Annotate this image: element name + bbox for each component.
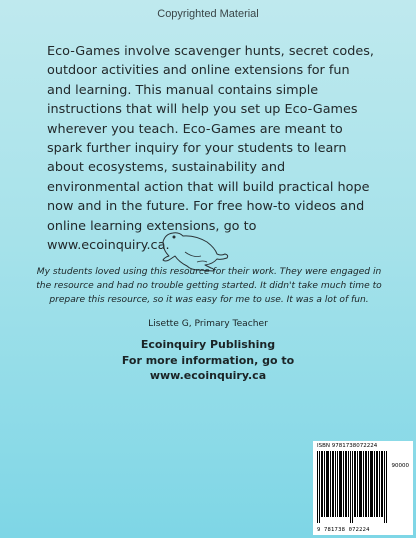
copyright-label: Copyrighted Material: [157, 8, 259, 20]
intro-paragraph: Eco-Games involve scavenger hunts, secret codes, outdoor activities and online extensions for fun and learning. This manual contains simple instructions that will help you set up Eco-Games wherever you teach. Eco-Games are meant to spark further inquiry for your students to learn about ecosystems, sustainability and environmental action that will build practical hope now and in the future. For free how-to videos and online learning extensions, go to www.ecoinquiry.ca.: [47, 44, 374, 254]
publisher-name: Ecoinquiry Publishing: [140, 338, 276, 351]
testimonial-quote: My students loved using this resource for their work. They were engaged in the resource and had no trouble getting started. It didn't take much time to prepare this resource, so it was easy for me to use. It was a lot of fun.: [36, 267, 382, 305]
isbn-label: ISBN 9781738072224: [317, 443, 378, 449]
publisher-url[interactable]: www.ecoinquiry.ca: [149, 369, 267, 382]
publisher-info: For more information, go to: [121, 353, 295, 367]
barcode-digits: 9 781738 072224: [317, 527, 370, 533]
isbn-barcode: [313, 441, 413, 535]
price-code: 90000: [391, 463, 409, 469]
publisher-block: [0, 337, 416, 384]
barcode-bars: [317, 451, 387, 523]
testimonial-attribution: Lisette G, Primary Teacher: [148, 319, 268, 329]
